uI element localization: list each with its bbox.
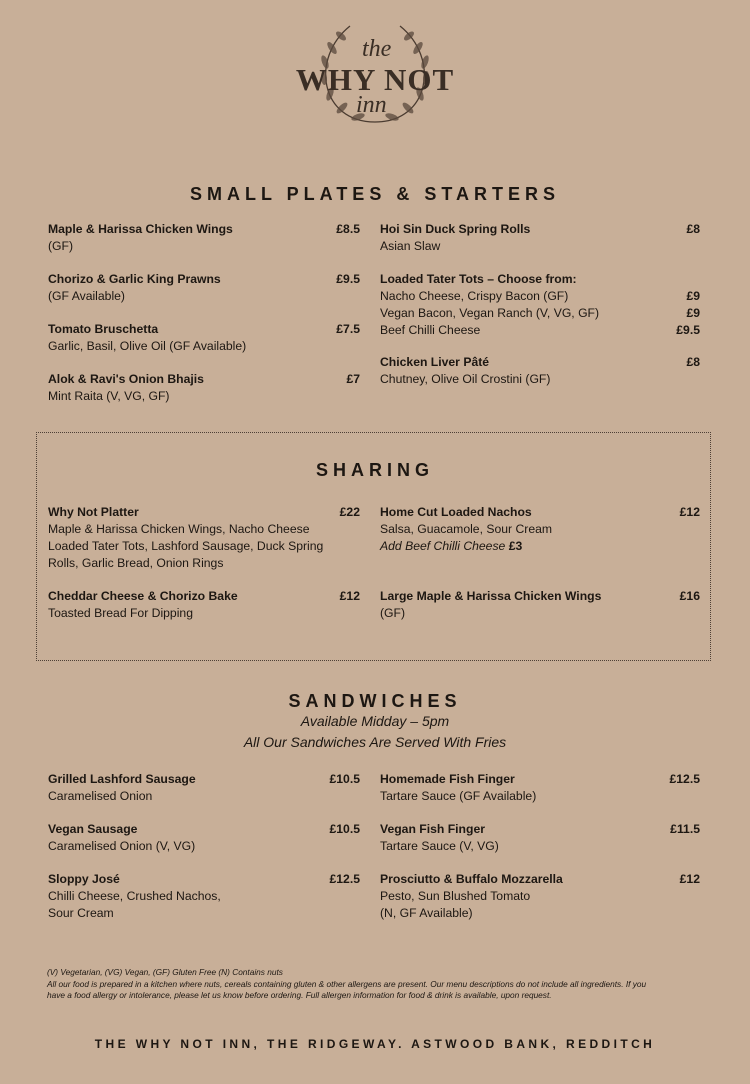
menu-item [48,821,360,855]
item-price: £16 [679,589,700,603]
item-addon [380,538,700,555]
item-price: £12 [679,505,700,519]
addon-price: £3 [508,539,523,553]
item-name: Alok & Ravi's Onion Bhajis [48,372,204,386]
menu-item [380,504,700,555]
item-name: Chicken Liver Pâté [380,355,490,369]
item-desc: Tartare Sauce (V, VG) [380,839,499,853]
menu-item [380,221,700,255]
item-price: £12.5 [669,772,700,786]
item-desc: Asian Slaw [380,239,441,253]
menu-item [380,771,700,805]
item-desc: Pesto, Sun Blushed Tomato [380,889,531,903]
item-price: £7.5 [336,322,360,336]
menu-item [48,221,360,255]
item-desc: Sour Cream [48,906,114,920]
item-price: £12 [679,872,700,886]
item-name: Maple & Harissa Chicken Wings [48,222,233,236]
item-name: Chorizo & Garlic King Prawns [48,272,221,286]
option-price: £9.5 [676,323,700,337]
address: THE WHY NOT INN, THE RIDGEWAY. ASTWOOD BANK, REDDITCH [94,1037,656,1051]
item-desc: Toasted Bread For Dipping [48,606,193,620]
item-name: Prosciutto & Buffalo Mozzarella [380,872,563,886]
item-price: £10.5 [329,772,360,786]
item-price: £11.5 [670,822,700,836]
item-price: £9.5 [336,272,360,286]
logo-the: the [362,36,392,62]
menu-item [48,321,360,355]
item-name: Large Maple & Harissa Chicken Wings [380,589,602,603]
item-desc: Chilli Cheese, Crushed Nachos, [48,889,221,903]
item-name: Cheddar Cheese & Chorizo Bake [48,589,238,603]
item-name: Hoi Sin Duck Spring Rolls [380,222,531,236]
menu-item [48,271,360,305]
item-name: Home Cut Loaded Nachos [380,505,532,519]
item-desc: Chutney, Olive Oil Crostini (GF) [380,372,551,386]
option-price: £9 [686,289,700,303]
menu-item [380,588,700,622]
item-price: £8 [686,222,700,236]
menu-item [380,871,700,922]
item-price: £8 [686,355,700,369]
footnote-line: All our food is prepared in a kitchen where nuts, cereals containing gluten & other allergens are present. Our menu descriptions do not include all ingredients. If you [47,978,647,989]
item-desc: (N, GF Available) [380,906,473,920]
item-desc: Salsa, Guacamole, Sour Cream [380,522,553,536]
item-desc: Maple & Harissa Chicken Wings, Nacho Cheese [48,522,310,536]
item-name: Grilled Lashford Sausage [48,772,196,786]
option-line [380,322,700,339]
option-price: £9 [686,306,700,320]
item-price: £8.5 [336,222,360,236]
option-label: Vegan Bacon, Vegan Ranch (V, VG, GF) [380,306,600,320]
menu-item [48,588,360,622]
item-price: £12.5 [329,872,360,886]
item-desc: Caramelised Onion (V, VG) [48,839,196,853]
option-label: Beef Chilli Cheese [380,323,481,337]
item-name: Loaded Tater Tots – Choose from: [380,272,577,286]
item-desc: Garlic, Basil, Olive Oil (GF Available) [48,339,247,353]
menu-item [380,821,700,855]
item-price: £7 [346,372,360,386]
menu-item-tater-tots [380,271,700,339]
logo-inn: inn [356,92,387,118]
logo-why-not: WHY NOT [295,62,455,97]
option-line [380,305,700,322]
item-desc: Caramelised Onion [48,789,153,803]
menu-item [48,871,360,922]
footnote-line: have a food allergy or intolerance, please let us know before ordering. Full allergen information for food & drink is available, upon request. [47,990,552,1000]
small-plates-title: SMALL PLATES & STARTERS [189,184,560,204]
menu-item [48,771,360,805]
item-price: £10.5 [329,822,360,836]
item-desc: (GF Available) [48,289,125,303]
sharing-title: SHARING [315,460,434,480]
option-label: Nacho Cheese, Crispy Bacon (GF) [380,289,569,303]
item-desc: Tartare Sauce (GF Available) [380,789,537,803]
item-name: Homemade Fish Finger [380,772,515,786]
option-line [380,288,700,305]
item-name: Sloppy José [48,872,120,886]
logo [280,18,470,130]
item-price: £12 [339,589,360,603]
footnote-line: (V) Vegetarian, (VG) Vegan, (GF) Gluten Free (N) Contains nuts [47,967,283,977]
sandwiches-title: SANDWICHES [288,691,462,711]
allergen-footnote [47,967,707,1002]
item-desc: Rolls, Garlic Bread, Onion Rings [48,556,224,570]
item-desc: Mint Raita (V, VG, GF) [48,389,170,403]
item-desc: (GF) [48,239,74,253]
item-desc: (GF) [380,606,406,620]
item-name: Why Not Platter [48,505,139,519]
item-price: £22 [339,505,360,519]
sandwiches-availability: Available Midday – 5pm [300,713,450,729]
addon-label: Add Beef Chilli Cheese [380,539,506,553]
item-desc: Loaded Tater Tots, Lashford Sausage, Duck Spring [48,539,324,553]
menu-item [48,504,360,572]
item-name: Tomato Bruschetta [48,322,159,336]
menu-item [48,371,360,405]
sandwiches-note: All Our Sandwiches Are Served With Fries [243,734,507,750]
menu-item [380,354,700,388]
item-name: Vegan Sausage [48,822,138,836]
item-name: Vegan Fish Finger [380,822,485,836]
